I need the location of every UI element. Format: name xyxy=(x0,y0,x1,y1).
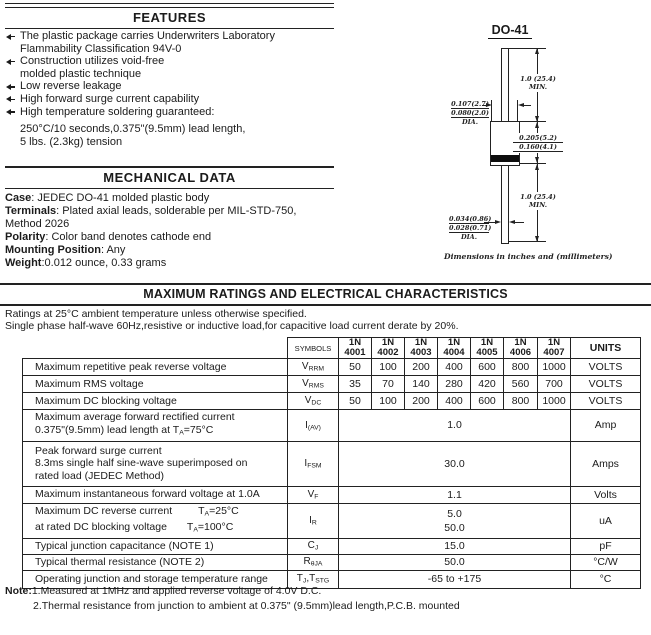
symbol-base: V xyxy=(304,395,312,407)
unit-cell: VOLTS xyxy=(571,359,641,376)
part-header xyxy=(438,338,471,359)
cathode-band xyxy=(491,155,519,162)
extension-line xyxy=(520,121,546,122)
divider xyxy=(5,28,334,29)
unit-cell: Volts xyxy=(571,486,641,503)
arrow-up-icon xyxy=(535,164,539,170)
mech-label: Mounting Position xyxy=(5,244,101,256)
lead-length-dimension xyxy=(512,192,564,210)
param-line: rated load (JEDEC Method) xyxy=(35,469,164,482)
dim-value: 0.028(0.71) xyxy=(449,224,492,232)
symbol-base: T xyxy=(296,573,303,585)
dim-value: DIA. xyxy=(462,118,478,126)
features-list xyxy=(5,30,333,148)
mech-line xyxy=(5,257,337,270)
cond-rest: =25°C xyxy=(209,504,239,517)
list-item xyxy=(5,106,333,119)
table-row xyxy=(23,376,641,393)
param-line: Maximum average forward rectified current xyxy=(35,411,235,423)
extension-line xyxy=(508,48,546,49)
rating-value: 600 xyxy=(471,393,504,410)
lead-diameter-dimension xyxy=(448,214,490,242)
rating-value: 50.0 xyxy=(339,554,571,570)
symbol-sub: R xyxy=(311,519,317,527)
ratings-section-heading xyxy=(0,283,651,306)
arrow-down-icon xyxy=(535,236,539,242)
rating-value xyxy=(339,503,571,538)
feature-text: 5 lbs. (2.3kg) tension xyxy=(20,135,123,148)
mechanical-title: MECHANICAL DATA xyxy=(103,169,236,185)
dim-value: 1.0 (25.4) xyxy=(520,193,556,201)
param-line xyxy=(35,505,283,521)
param-label: Maximum RMS voltage xyxy=(23,376,288,393)
note-line xyxy=(5,584,645,599)
table-row xyxy=(23,538,641,554)
table-header-row xyxy=(23,338,641,359)
symbol-cell xyxy=(288,503,339,538)
arrow-bullet-icon xyxy=(6,82,16,92)
param-label xyxy=(23,410,288,442)
symbols-header: SYMBOLS xyxy=(288,338,339,359)
table-row xyxy=(23,554,641,570)
feature-text: Low reverse leakage xyxy=(20,80,122,93)
param-text: at rated DC blocking voltage xyxy=(35,520,167,533)
feature-text: High temperature soldering guaranteed: xyxy=(20,105,215,118)
arrow-down-icon xyxy=(535,157,539,163)
rating-value: 560 xyxy=(504,376,538,393)
unit-cell: Amp xyxy=(571,410,641,442)
dim-value: 0.205(5.2) xyxy=(513,134,563,143)
symbol-cell xyxy=(288,376,339,393)
param-label xyxy=(23,441,288,486)
dim-value: MIN. xyxy=(528,83,548,91)
dim-value: DIA. xyxy=(461,233,477,241)
rating-value: 400 xyxy=(438,359,471,376)
mech-line xyxy=(5,244,337,257)
symbol-base: V xyxy=(301,361,309,373)
symbol-sub: RMS xyxy=(308,382,324,390)
symbol-sub: J xyxy=(302,577,307,585)
dim-value: 0.034(0.86) xyxy=(449,215,492,223)
mech-line xyxy=(5,205,337,218)
symbol-cell xyxy=(288,554,339,570)
part-number: 4007 xyxy=(543,347,565,358)
part-number: 4001 xyxy=(344,347,366,358)
mech-text: : JEDEC DO-41 molded plastic body xyxy=(31,192,210,204)
unit-cell: Amps xyxy=(571,441,641,486)
table-row xyxy=(23,441,641,486)
divider xyxy=(5,7,334,8)
package-outline-drawing xyxy=(400,15,650,277)
param-line: Peak forward surge current xyxy=(35,444,162,457)
unit-cell: °C xyxy=(571,570,641,588)
param-text: Maximum DC reverse current xyxy=(35,504,173,517)
rating-value: 70 xyxy=(372,376,405,393)
body-diameter-dimension xyxy=(450,99,490,127)
rating-value: 1000 xyxy=(538,393,571,410)
symbol-sub: θJA xyxy=(310,560,323,568)
rating-value: 800 xyxy=(504,359,538,376)
symbol-sub: DC xyxy=(311,399,322,407)
arrow-bullet-icon xyxy=(6,32,16,42)
condition-text xyxy=(187,521,233,537)
part-header xyxy=(372,338,405,359)
dim-value: 1.0 (25.4) xyxy=(520,75,556,83)
arrow-bullet-icon xyxy=(6,107,16,117)
arrow-up-icon xyxy=(535,48,539,54)
mech-text: : Any xyxy=(100,244,126,256)
rating-value: 140 xyxy=(405,376,438,393)
mech-label: Weight xyxy=(5,257,42,269)
part-number: 4003 xyxy=(410,347,432,358)
ratings-title: MAXIMUM RATINGS AND ELECTRICAL CHARACTERISTICS xyxy=(143,287,508,301)
table-row xyxy=(23,486,641,503)
param-label xyxy=(23,503,288,538)
leader-line xyxy=(514,222,524,223)
part-number: 4005 xyxy=(476,347,498,358)
list-item xyxy=(5,43,333,56)
features-section-heading xyxy=(5,3,334,29)
list-item xyxy=(5,136,333,149)
unit-cell: VOLTS xyxy=(571,376,641,393)
symbol-base: I xyxy=(309,514,312,526)
mech-line xyxy=(5,218,337,231)
mech-text: Method 2026 xyxy=(5,218,70,230)
part-number: 4002 xyxy=(377,347,399,358)
diode-top-lead xyxy=(501,48,509,124)
rating-value: 15.0 xyxy=(339,538,571,554)
mech-text: : Color band denotes cathode end xyxy=(45,231,212,243)
param-label: Operating junction and storage temperature range xyxy=(23,570,288,588)
dim-value: 0.107(2.7) xyxy=(451,100,489,108)
rating-value: 280 xyxy=(438,376,471,393)
feature-text: The plastic package carries Underwriters Laboratory xyxy=(20,30,275,42)
mech-line xyxy=(5,192,337,205)
value-line: 50.0 xyxy=(444,521,465,534)
cond-sub: A xyxy=(193,526,198,533)
symbol-cell xyxy=(288,359,339,376)
cond-base: T xyxy=(198,504,205,517)
rating-value: 1000 xyxy=(538,359,571,376)
param-text: 0.375"(9.5mm) lead length at T xyxy=(35,423,180,436)
symbol-sub: RRM xyxy=(308,365,325,373)
list-item xyxy=(5,93,333,106)
symbol-sub: FSM xyxy=(307,462,322,470)
lead-length-dimension xyxy=(512,74,564,92)
symbol-base: V xyxy=(302,378,309,390)
symbol-sub: (AV) xyxy=(307,424,321,431)
param-line xyxy=(35,424,283,440)
part-header xyxy=(538,338,571,359)
symbol-base: V xyxy=(307,488,315,500)
part-prefix: 1N xyxy=(547,337,561,348)
symbol-cell xyxy=(288,538,339,554)
symbol-base: I xyxy=(304,457,308,469)
extension-line xyxy=(508,241,546,242)
divider xyxy=(5,3,334,4)
part-header xyxy=(504,338,538,359)
part-number: 4006 xyxy=(509,347,532,358)
param-label: Maximum instantaneous forward voltage at 1.0A xyxy=(23,486,288,503)
symbol-base: R xyxy=(303,556,311,568)
part-number: 4004 xyxy=(443,347,465,358)
table-row xyxy=(23,393,641,410)
dim-value: 0.080(2.0) xyxy=(451,109,489,117)
symbol-sub: STG xyxy=(315,577,330,585)
feature-text: High forward surge current capability xyxy=(20,92,200,105)
symbol-cell xyxy=(288,486,339,503)
divider xyxy=(5,166,334,168)
arrow-bullet-icon xyxy=(6,94,16,104)
symbol-sub: J xyxy=(314,544,319,552)
leader-line xyxy=(524,105,531,106)
arrow-up-icon xyxy=(535,122,539,128)
param-label: Typical thermal resistance (NOTE 2) xyxy=(23,554,288,570)
condition-text xyxy=(198,505,239,521)
feature-text: molded plastic technique xyxy=(20,67,142,80)
arrow-bullet-icon xyxy=(6,57,16,67)
rating-value: 200 xyxy=(405,359,438,376)
rating-value: 700 xyxy=(538,376,571,393)
symbol-cell xyxy=(288,441,339,486)
list-item xyxy=(5,68,333,81)
mechanical-section-heading xyxy=(5,166,334,189)
rating-value: 35 xyxy=(339,376,372,393)
symbol-cell xyxy=(288,410,339,442)
param-label: Maximum repetitive peak reverse voltage xyxy=(23,359,288,376)
cond-base: T xyxy=(186,520,194,533)
dim-value: 0.160(4.1) xyxy=(513,143,563,152)
intro-line: Ratings at 25°C ambient temperature unless otherwise specified. xyxy=(5,308,307,320)
rating-value: 50 xyxy=(339,393,372,410)
rating-value: 100 xyxy=(372,359,405,376)
table-row xyxy=(23,410,641,442)
rating-value: 600 xyxy=(471,359,504,376)
rating-value: 420 xyxy=(471,376,504,393)
param-label: Typical junction capacitance (NOTE 1) xyxy=(23,538,288,554)
body-length-dimension xyxy=(512,133,564,153)
table-row xyxy=(23,359,641,376)
cond-rest: =100°C xyxy=(197,520,234,533)
mech-label: Polarity xyxy=(5,231,46,243)
rating-value: -65 to +175 xyxy=(339,570,571,588)
package-caption: Dimensions in inches and (millimeters) xyxy=(444,252,613,261)
part-header xyxy=(405,338,438,359)
unit-cell: pF xyxy=(571,538,641,554)
part-prefix: 1N xyxy=(414,337,428,348)
rating-value: 100 xyxy=(372,393,405,410)
symbol-sub: F xyxy=(314,493,319,501)
part-prefix: 1N xyxy=(447,337,461,348)
cond-sub: A xyxy=(204,510,210,517)
param-line xyxy=(35,521,283,537)
mechanical-data xyxy=(5,192,337,270)
feature-text: 250°C/10 seconds,0.375"(9.5mm) lead length, xyxy=(20,123,246,136)
list-item xyxy=(5,55,333,68)
package-title xyxy=(470,21,550,39)
rating-value: 1.1 xyxy=(339,486,571,503)
mech-label: Terminals xyxy=(5,205,57,217)
mech-label: Case xyxy=(5,192,32,204)
note-text: 1.Measured at 1MHz and applied reverse voltage of 4.0V D.C. xyxy=(31,585,322,597)
ratings-intro xyxy=(5,308,645,332)
rating-value: 800 xyxy=(504,393,538,410)
list-item xyxy=(5,80,333,93)
note-label: Note: xyxy=(5,585,32,597)
unit-cell: °C/W xyxy=(571,554,641,570)
dim-value: MIN. xyxy=(528,201,548,209)
features-title: FEATURES xyxy=(132,10,207,25)
notes xyxy=(5,584,645,614)
divider xyxy=(5,188,334,189)
symbol-cell xyxy=(288,393,339,410)
part-prefix: 1N xyxy=(348,337,362,348)
package-title-text: DO-41 xyxy=(488,23,533,39)
list-item xyxy=(5,123,333,136)
unit-cell: VOLTS xyxy=(571,393,641,410)
rating-value: 1.0 xyxy=(339,410,571,442)
param-label: Maximum DC blocking voltage xyxy=(23,393,288,410)
symbol-base: I xyxy=(305,419,308,431)
param-text: =75°C xyxy=(183,423,214,436)
rating-value: 30.0 xyxy=(339,441,571,486)
mech-text: :0.012 ounce, 0.33 grams xyxy=(41,257,167,269)
blank-header-cell xyxy=(23,338,288,359)
list-item xyxy=(5,30,333,43)
units-header: UNITS xyxy=(571,338,641,359)
mech-line xyxy=(5,231,337,244)
feature-text: Flammability Classification 94V-0 xyxy=(20,42,182,55)
intro-line: Single phase half-wave 60Hz,resistive or inductive load,for capacitive load current derate by 20%. xyxy=(5,320,459,332)
part-header xyxy=(471,338,504,359)
symbol-base: ,T xyxy=(306,573,316,585)
symbol-base: C xyxy=(307,540,315,552)
rating-value: 200 xyxy=(405,393,438,410)
rating-value: 50 xyxy=(339,359,372,376)
param-line: 8.3ms single half sine-wave superimposed on xyxy=(35,457,248,470)
table-row xyxy=(23,503,641,538)
feature-text: Construction utilizes void-free xyxy=(20,55,165,68)
mech-text: : Plated axial leads, solderable per MIL-STD-750, xyxy=(56,205,297,217)
extension-line xyxy=(520,163,546,164)
part-prefix: 1N xyxy=(381,337,395,348)
part-prefix: 1N xyxy=(514,337,527,348)
part-prefix: 1N xyxy=(480,337,494,348)
param-sub: A xyxy=(179,429,184,436)
note-line: 2.Thermal resistance from junction to ambient at 0.375" (9.5mm)lead length,P.C.B. mounted xyxy=(33,600,460,612)
unit-cell: uA xyxy=(571,503,641,538)
ratings-table xyxy=(22,337,641,589)
value-line: 5.0 xyxy=(447,507,462,520)
rating-value: 400 xyxy=(438,393,471,410)
part-header xyxy=(339,338,372,359)
diode-bottom-lead xyxy=(501,163,509,244)
